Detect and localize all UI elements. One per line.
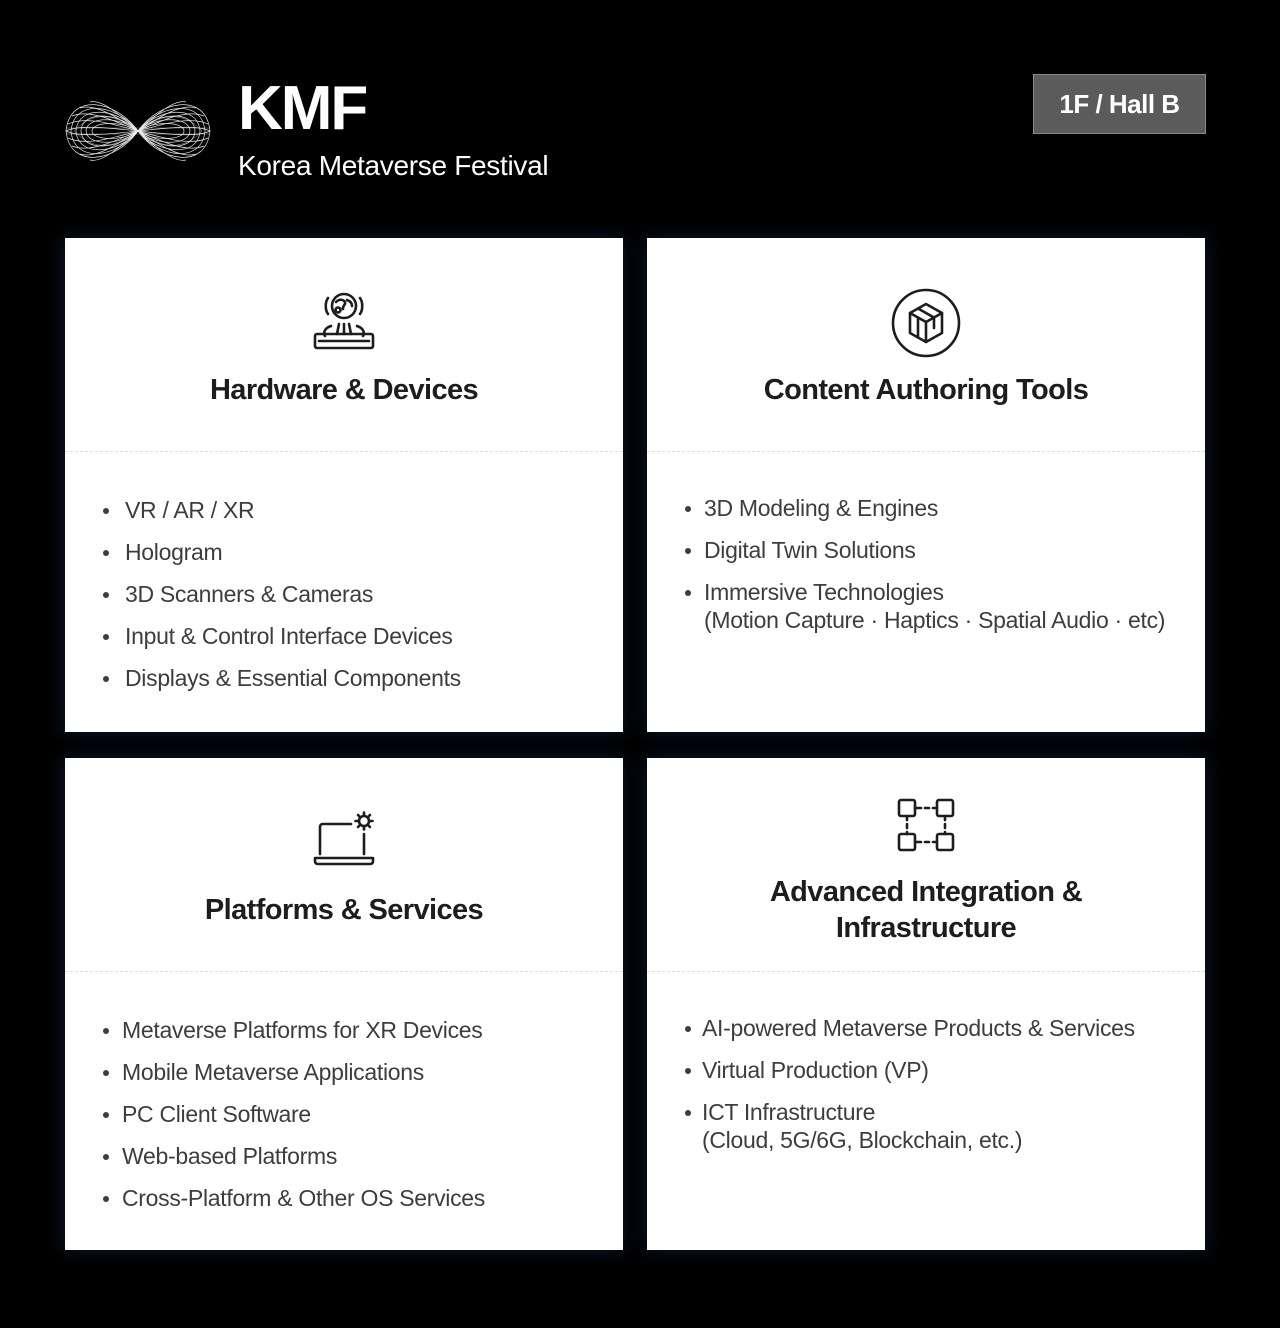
category-card-integration — [647, 758, 1205, 1250]
list-item-text: PC Client Software — [122, 1101, 311, 1127]
list-item — [647, 536, 1205, 564]
list-item-text: ICT Infrastructure — [702, 1099, 876, 1125]
list-item-text: Digital Twin Solutions — [704, 537, 916, 563]
list-item — [647, 1056, 1205, 1084]
card-title — [85, 372, 603, 408]
list-item-text: Displays & Essential Components — [125, 665, 461, 691]
card-header — [65, 758, 623, 972]
list-item — [65, 538, 623, 566]
3d-cube-circle-icon — [891, 288, 961, 358]
list-item — [647, 1098, 1205, 1154]
infinity-wireframe-logo-icon — [62, 88, 214, 174]
laptop-gear-icon — [309, 806, 379, 876]
list-item-text: Web-based Platforms — [122, 1143, 338, 1169]
list-item-text: VR / AR / XR — [125, 497, 255, 523]
brand-subtitle: Korea Metaverse Festival — [238, 150, 549, 181]
list-item — [65, 1142, 623, 1170]
list-item-text: Cross-Platform & Other OS Services — [122, 1185, 486, 1211]
card-title-line: Content Authoring Tools — [763, 374, 1089, 406]
item-list — [647, 494, 1205, 648]
card-header — [65, 238, 623, 452]
hologram-device-icon — [309, 286, 379, 356]
list-item — [65, 580, 623, 608]
category-card-hardware — [65, 238, 623, 732]
category-card-content-authoring — [647, 238, 1205, 732]
list-item-text: Hologram — [125, 539, 223, 565]
connected-nodes-icon — [891, 792, 961, 862]
category-card-platforms — [65, 758, 623, 1250]
card-title-line: Infrastructure — [835, 912, 1017, 944]
card-header — [647, 238, 1205, 452]
list-item — [65, 1100, 623, 1128]
item-list — [65, 496, 623, 706]
brand-title: KMF — [238, 74, 367, 143]
location-badge: 1F / Hall B — [1033, 74, 1206, 134]
list-item-text: Virtual Production (VP) — [702, 1057, 929, 1083]
list-item — [65, 622, 623, 650]
item-list — [65, 1016, 623, 1226]
list-item — [647, 494, 1205, 522]
list-item-text: Input & Control Interface Devices — [125, 623, 453, 649]
header — [0, 0, 1280, 237]
list-item-text: 3D Modeling & Engines — [704, 495, 939, 521]
card-title-line: Hardware & Devices — [209, 374, 479, 406]
card-header — [647, 758, 1205, 972]
list-item — [647, 578, 1205, 634]
card-title — [667, 372, 1185, 408]
list-item-text: AI-powered Metaverse Products & Services — [702, 1015, 1135, 1041]
list-item-text: Metaverse Platforms for XR Devices — [122, 1017, 483, 1043]
card-title — [85, 892, 603, 928]
list-item — [65, 1058, 623, 1086]
list-item-text: 3D Scanners & Cameras — [125, 581, 374, 607]
list-item-text: Mobile Metaverse Applications — [122, 1059, 424, 1085]
list-item — [65, 664, 623, 692]
card-title-line: Platforms & Services — [204, 894, 484, 926]
item-list — [647, 1014, 1205, 1168]
list-item-text: Immersive Technologies — [704, 579, 944, 605]
list-item-subtext: (Motion Capture · Haptics · Spatial Audio · etc) — [704, 607, 1166, 633]
list-item — [65, 1016, 623, 1044]
list-item-subtext: (Cloud, 5G/6G, Blockchain, etc.) — [702, 1127, 1023, 1153]
card-title — [667, 874, 1185, 946]
list-item — [647, 1014, 1205, 1042]
card-title-line: Advanced Integration & — [769, 876, 1083, 908]
list-item — [65, 496, 623, 524]
list-item — [65, 1184, 623, 1212]
